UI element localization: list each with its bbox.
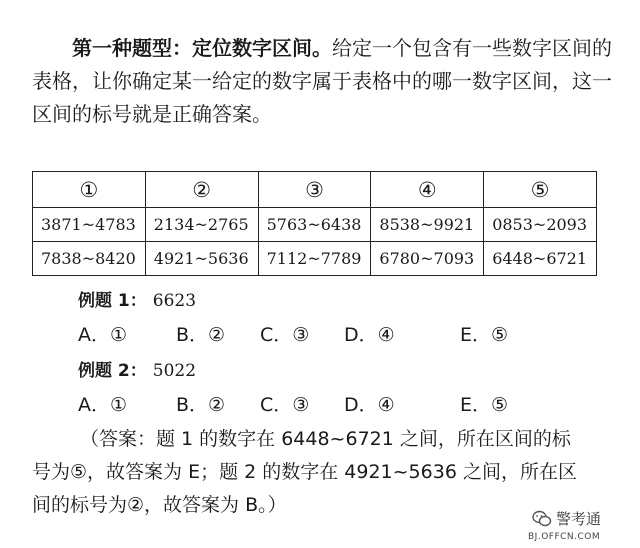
example-1-number: 6623 — [152, 291, 197, 311]
watermark — [528, 508, 638, 546]
example-2-option-d: D．④ — [344, 394, 395, 416]
answer-explanation — [32, 423, 604, 522]
table-cell: 3871~4783 — [33, 208, 146, 242]
table-cell: 7112~7789 — [258, 242, 371, 276]
watermark-name: 警考通 — [556, 510, 602, 528]
table-cell: 7838~8420 — [33, 242, 146, 276]
example-1-title — [78, 286, 196, 311]
example-2-option-b: B．② — [176, 394, 226, 416]
example-2-label: 例题 2： — [78, 361, 147, 381]
example-1-option-b: B．② — [176, 324, 226, 346]
table-cell: 0853~2093 — [484, 208, 597, 242]
answer-line-1: （答案：题 1 的数字在 6448~6721 之间，所在区间的标 — [80, 428, 571, 450]
table-cell: 8538~9921 — [371, 208, 484, 242]
example-1-option-e: E．⑤ — [460, 324, 509, 346]
table-row — [33, 208, 597, 242]
example-2-title — [78, 356, 196, 381]
table-cell: 6780~7093 — [371, 242, 484, 276]
watermark-url: BJ.OFFCN.COM — [528, 532, 601, 542]
table-cell: 2134~2765 — [145, 208, 258, 242]
example-1-label: 例题 1： — [78, 291, 147, 311]
table-header-cell: ② — [145, 172, 258, 208]
table-header-cell: ③ — [258, 172, 371, 208]
table-header-cell: ④ — [371, 172, 484, 208]
table-header-row — [33, 172, 597, 208]
table-cell: 4921~5636 — [145, 242, 258, 276]
example-1-option-d: D．④ — [344, 324, 395, 346]
table-header-cell: ⑤ — [484, 172, 597, 208]
answer-line-2: 号为⑤，故答案为 E；题 2 的数字在 4921~5636 之间，所在区 — [32, 461, 577, 483]
table-cell: 5763~6438 — [258, 208, 371, 242]
intro-paragraph — [32, 32, 612, 131]
table-row — [33, 242, 597, 276]
table-cell: 6448~6721 — [484, 242, 597, 276]
example-1-option-c: C．③ — [260, 324, 310, 346]
wechat-icon — [532, 510, 552, 532]
example-1-option-a: A．① — [78, 324, 128, 346]
range-table — [32, 171, 597, 276]
table-header-cell: ① — [33, 172, 146, 208]
answer-line-3: 间的标号为②，故答案为 B。） — [32, 494, 287, 516]
example-2-option-c: C．③ — [260, 394, 310, 416]
intro-text: 给定一个包含有一些数字区间的表格，让你确定某一给定的数字属于表格中的哪一数字区间，这一区间的标号就是正确答案。 — [32, 36, 612, 126]
example-2-number: 5022 — [152, 361, 197, 381]
intro-title: 第一种题型：定位数字区间。 — [72, 36, 332, 60]
example-2-option-a: A．① — [78, 394, 128, 416]
example-2-option-e: E．⑤ — [460, 394, 509, 416]
